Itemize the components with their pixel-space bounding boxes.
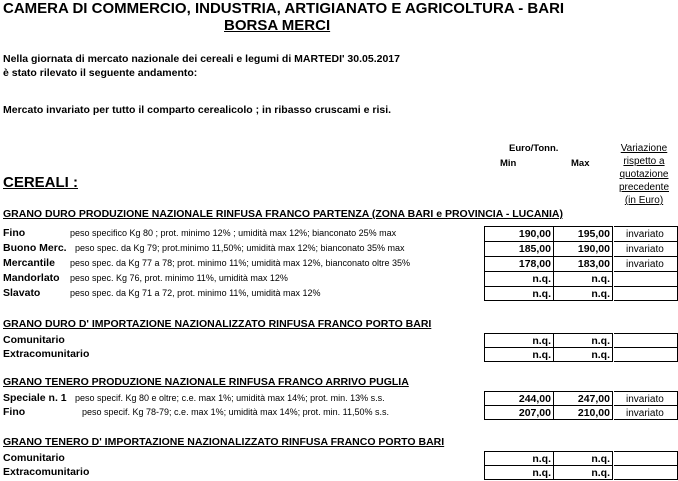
grade-name: Slavato bbox=[3, 287, 41, 299]
grade-name: Comunitario bbox=[3, 452, 65, 464]
min-price: 244,00 bbox=[484, 391, 553, 406]
grade-name: Fino bbox=[3, 227, 26, 239]
price-row bbox=[0, 241, 678, 256]
document-subtitle: BORSA MERCI bbox=[224, 17, 331, 34]
min-price: 207,00 bbox=[484, 405, 553, 420]
grade-description: peso specifico Kg 80 ; prot. minimo 12% ; umidità max 12%; bianconato 25% max bbox=[70, 228, 397, 238]
variation-header-line: Variazione bbox=[620, 143, 668, 154]
price-row bbox=[0, 286, 678, 301]
price-variation bbox=[614, 271, 678, 286]
grade-name: Fino bbox=[3, 406, 26, 418]
intro-line-1: Nella giornata di mercato nazionale dei cereali e legumi di MARTEDI' 30.05.2017 bbox=[3, 53, 400, 65]
price-row bbox=[0, 333, 678, 348]
max-price: n.q. bbox=[553, 333, 613, 348]
grade-name: Mandorlato bbox=[3, 272, 60, 284]
grade-name: Mercantile bbox=[3, 257, 55, 269]
section-title: GRANO TENERO PRODUZIONE NAZIONALE RINFUSA FRANCO ARRIVO PUGLIA bbox=[3, 376, 409, 388]
max-price: 195,00 bbox=[553, 226, 613, 241]
grade-description: peso specif. Kg 78-79; c.e. max 1%; umidità max 14%; prot. min. 11,50% s.s. bbox=[82, 407, 389, 417]
grade-description: peso spec. Kg 76, prot. minimo 11%, umidità max 12% bbox=[70, 273, 288, 283]
min-price: n.q. bbox=[484, 333, 553, 348]
price-row bbox=[0, 347, 678, 362]
intro-line-2: è stato rilevato il seguente andamento: bbox=[3, 67, 198, 79]
grade-name: Extracomunitario bbox=[3, 466, 90, 478]
max-price: 210,00 bbox=[553, 405, 613, 420]
price-row bbox=[0, 405, 678, 420]
price-variation bbox=[614, 333, 678, 348]
price-row bbox=[0, 256, 678, 271]
price-variation: invariato bbox=[614, 241, 678, 256]
cereali-heading: CEREALI : bbox=[3, 174, 78, 191]
section-title: GRANO DURO D' IMPORTAZIONE NAZIONALIZZATO RINFUSA FRANCO PORTO BARI bbox=[3, 318, 432, 330]
min-price: n.q. bbox=[484, 465, 553, 480]
grade-name: Speciale n. 1 bbox=[3, 392, 67, 404]
price-row bbox=[0, 451, 678, 466]
variation-header-line: precedente bbox=[618, 182, 670, 193]
max-header: Max bbox=[571, 158, 590, 169]
price-variation bbox=[614, 465, 678, 480]
variation-header-line: quotazione bbox=[619, 169, 669, 180]
min-price: 185,00 bbox=[484, 241, 553, 256]
grade-description: peso spec. da Kg 77 a 78; prot. minimo 11%; umidità max 12%, bianconato oltre 35% bbox=[70, 258, 411, 268]
document-title: CAMERA DI COMMERCIO, INDUSTRIA, ARTIGIANATO E AGRICOLTURA - BARI bbox=[3, 0, 565, 17]
price-variation: invariato bbox=[614, 391, 678, 406]
max-price: 247,00 bbox=[553, 391, 613, 406]
price-variation: invariato bbox=[614, 226, 678, 241]
min-price: n.q. bbox=[484, 451, 553, 466]
min-price: n.q. bbox=[484, 271, 553, 286]
price-row bbox=[0, 226, 678, 241]
max-price: n.q. bbox=[553, 286, 613, 301]
max-price: n.q. bbox=[553, 451, 613, 466]
price-variation bbox=[614, 347, 678, 362]
price-row bbox=[0, 465, 678, 480]
max-price: n.q. bbox=[553, 465, 613, 480]
grade-description: peso spec. da Kg 79; prot.minimo 11,50%; umidità max 12%; bianconato 35% max bbox=[75, 243, 405, 253]
max-price: 190,00 bbox=[553, 241, 613, 256]
market-summary: Mercato invariato per tutto il comparto cerealicolo ; in ribasso cruscami e risi. bbox=[3, 104, 392, 116]
grade-name: Buono Merc. bbox=[3, 242, 67, 254]
variation-header-line: (in Euro) bbox=[624, 195, 664, 206]
grade-description: peso specif. Kg 80 e oltre; c.e. max 1%; umidità max 14%; prot. min. 13% s.s. bbox=[75, 393, 385, 403]
min-price: 178,00 bbox=[484, 256, 553, 271]
max-price: n.q. bbox=[553, 271, 613, 286]
max-price: n.q. bbox=[553, 347, 613, 362]
max-price: 183,00 bbox=[553, 256, 613, 271]
price-variation: invariato bbox=[614, 256, 678, 271]
price-variation bbox=[614, 286, 678, 301]
section-title: GRANO DURO PRODUZIONE NAZIONALE RINFUSA FRANCO PARTENZA (ZONA BARI e PROVINCIA - LUCANIA) bbox=[3, 208, 563, 220]
section-title: GRANO TENERO D' IMPORTAZIONE NAZIONALIZZATO RINFUSA FRANCO PORTO BARI bbox=[3, 436, 445, 448]
price-variation: invariato bbox=[614, 405, 678, 420]
grade-name: Comunitario bbox=[3, 334, 65, 346]
grade-name: Extracomunitario bbox=[3, 348, 90, 360]
price-row bbox=[0, 391, 678, 406]
variation-header-line: rispetto a bbox=[623, 156, 665, 167]
grade-description: peso spec. da Kg 71 a 72, prot. minimo 11%, umidità max 12% bbox=[70, 288, 321, 298]
unit-header: Euro/Tonn. bbox=[509, 143, 559, 154]
price-variation bbox=[614, 451, 678, 466]
min-price: n.q. bbox=[484, 286, 553, 301]
min-price: n.q. bbox=[484, 347, 553, 362]
min-header: Min bbox=[500, 158, 517, 169]
variation-header bbox=[608, 142, 678, 207]
price-row bbox=[0, 271, 678, 286]
min-price: 190,00 bbox=[484, 226, 553, 241]
